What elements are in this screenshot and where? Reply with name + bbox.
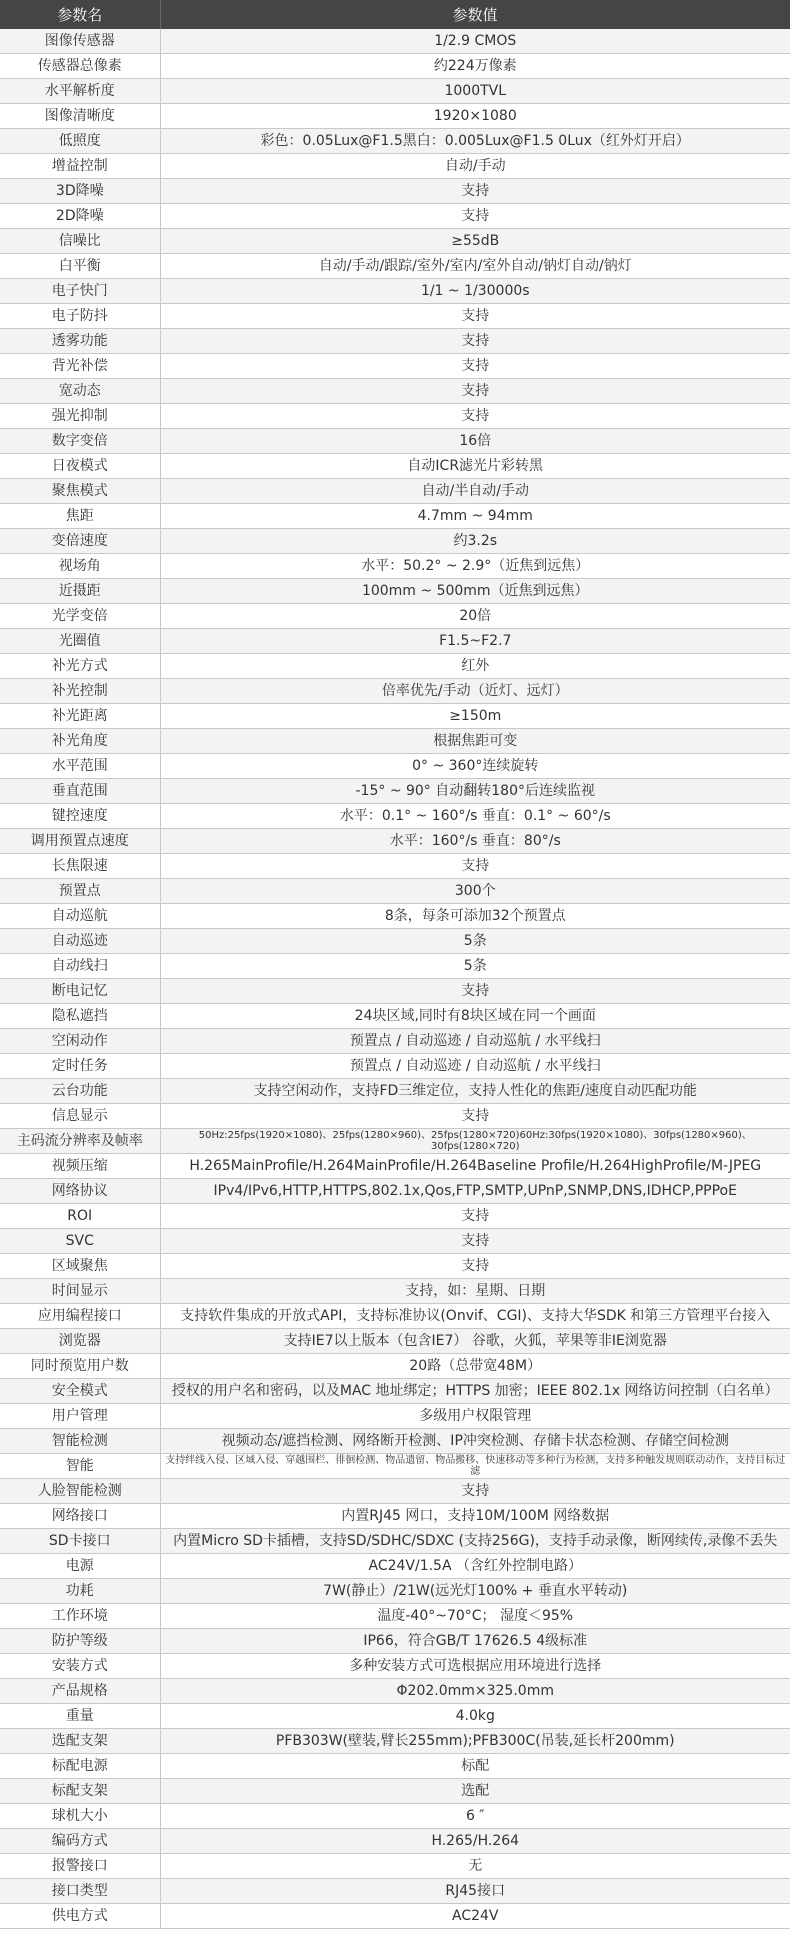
table-row [0, 854, 790, 879]
param-name-cell: 图像传感器 [0, 29, 160, 54]
param-name-cell: 传感器总像素 [0, 54, 160, 79]
param-name-cell: 人脸智能检测 [0, 1479, 160, 1504]
table-row [0, 629, 790, 654]
param-value-cell: 4.0kg [160, 1704, 790, 1729]
table-row [0, 1179, 790, 1204]
param-value-cell: 多种安装方式可选根据应用环境进行选择 [160, 1654, 790, 1679]
param-name-cell: 用户管理 [0, 1404, 160, 1429]
table-row [0, 1354, 790, 1379]
param-value-cell: 1/2.9 CMOS [160, 29, 790, 54]
table-row [0, 304, 790, 329]
table-row [0, 1804, 790, 1829]
param-name-cell: 安全模式 [0, 1379, 160, 1404]
param-name-cell: 安装方式 [0, 1654, 160, 1679]
param-value-cell: Φ202.0mm×325.0mm [160, 1679, 790, 1704]
param-value-cell: 倍率优先/手动（近灯、远灯） [160, 679, 790, 704]
param-value-cell: IPv4/IPv6,HTTP,HTTPS,802.1x,Qos,FTP,SMTP,UPnP,SNMP,DNS,IDHCP,PPPoE [160, 1179, 790, 1204]
param-value-cell: 支持，如：星期、日期 [160, 1279, 790, 1304]
table-row [0, 104, 790, 129]
param-name-cell: 键控速度 [0, 804, 160, 829]
param-value-cell: 支持 [160, 1229, 790, 1254]
param-value-cell: 约3.2s [160, 529, 790, 554]
table-row [0, 379, 790, 404]
param-name-cell: 报警接口 [0, 1854, 160, 1879]
param-value-cell: 8条，每条可添加32个预置点 [160, 904, 790, 929]
table-row [0, 129, 790, 154]
param-value-cell: RJ45接口 [160, 1879, 790, 1904]
table-row [0, 1254, 790, 1279]
table-row [0, 1779, 790, 1804]
param-value-cell: AC24V/1.5A （含红外控制电路） [160, 1554, 790, 1579]
table-row [0, 79, 790, 104]
param-value-cell: 水平：50.2° ~ 2.9°（近焦到远焦） [160, 554, 790, 579]
param-value-cell: 20倍 [160, 604, 790, 629]
param-value-cell: 16倍 [160, 429, 790, 454]
table-row [0, 279, 790, 304]
param-name-cell: 调用预置点速度 [0, 829, 160, 854]
param-name-cell: SD卡接口 [0, 1529, 160, 1554]
param-name-cell: 应用编程接口 [0, 1304, 160, 1329]
param-name-cell: 补光控制 [0, 679, 160, 704]
param-value-cell: 约224万像素 [160, 54, 790, 79]
table-row [0, 604, 790, 629]
table-row [0, 1529, 790, 1554]
table-row [0, 254, 790, 279]
param-name-cell: 变倍速度 [0, 529, 160, 554]
param-value-cell: 红外 [160, 654, 790, 679]
param-value-cell: 0° ~ 360°连续旋转 [160, 754, 790, 779]
param-name-cell: 低照度 [0, 129, 160, 154]
param-value-cell: 20路（总带宽48M） [160, 1354, 790, 1379]
param-value-cell: 支持 [160, 1479, 790, 1504]
param-value-cell: 支持 [160, 379, 790, 404]
param-value-cell: H.265/H.264 [160, 1829, 790, 1854]
param-name-cell: 白平衡 [0, 254, 160, 279]
param-value-cell: 支持软件集成的开放式API，支持标准协议(Onvif、CGI)、支持大华SDK 和第三方管理平台接入 [160, 1304, 790, 1329]
param-value-cell: 预置点 / 自动巡迹 / 自动巡航 / 水平线扫 [160, 1054, 790, 1079]
table-row [0, 879, 790, 904]
param-value-cell: 水平：0.1° ~ 160°/s 垂直：0.1° ~ 60°/s [160, 804, 790, 829]
param-name-cell: 长焦限速 [0, 854, 160, 879]
param-value-cell: 内置Micro SD卡插槽，支持SD/SDHC/SDXC (支持256G)，支持手动录像，断网续传,录像不丢失 [160, 1529, 790, 1554]
param-name-cell: 定时任务 [0, 1054, 160, 1079]
param-value-cell: 支持 [160, 329, 790, 354]
param-value-cell: 内置RJ45 网口，支持10M/100M 网络数据 [160, 1504, 790, 1529]
param-name-cell: 增益控制 [0, 154, 160, 179]
param-value-cell: 支持 [160, 1204, 790, 1229]
table-row [0, 779, 790, 804]
table-row [0, 1379, 790, 1404]
param-value-cell: 无 [160, 1854, 790, 1879]
param-name-cell: 浏览器 [0, 1329, 160, 1354]
table-row [0, 1729, 790, 1754]
param-name-cell: 智能检测 [0, 1429, 160, 1454]
param-name-cell: 电源 [0, 1554, 160, 1579]
param-name-cell: 数字变倍 [0, 429, 160, 454]
table-row [0, 954, 790, 979]
table-row [0, 704, 790, 729]
param-value-cell: 支持空闲动作，支持FD三维定位，支持人性化的焦距/速度自动匹配功能 [160, 1079, 790, 1104]
table-row [0, 29, 790, 54]
param-name-cell: 预置点 [0, 879, 160, 904]
table-row [0, 1304, 790, 1329]
table-row [0, 1029, 790, 1054]
table-row [0, 1079, 790, 1104]
table-row [0, 54, 790, 79]
param-value-cell: 支持 [160, 854, 790, 879]
table-row [0, 1854, 790, 1879]
param-name-cell: 自动线扫 [0, 954, 160, 979]
param-name-cell: ROI [0, 1204, 160, 1229]
param-name-cell: 光学变倍 [0, 604, 160, 629]
table-row [0, 1229, 790, 1254]
table-row [0, 1879, 790, 1904]
param-name-cell: 聚焦模式 [0, 479, 160, 504]
table-row [0, 1129, 790, 1154]
param-value-cell: 选配 [160, 1779, 790, 1804]
param-value-cell: 支持 [160, 979, 790, 1004]
table-row [0, 1104, 790, 1129]
param-name-cell: 重量 [0, 1704, 160, 1729]
param-name-cell: 云台功能 [0, 1079, 160, 1104]
param-value-cell: 1/1 ~ 1/30000s [160, 279, 790, 304]
table-row [0, 1279, 790, 1304]
table-body [0, 29, 790, 1929]
param-value-cell: 50Hz:25fps(1920×1080)、25fps(1280×960)、25fps(1280×720)60Hz:30fps(1920×1080)、30fps(1280×960)、30fps(1280×720) [160, 1129, 790, 1154]
param-name-cell: 补光距离 [0, 704, 160, 729]
table-header [0, 0, 790, 29]
param-name-cell: 电子快门 [0, 279, 160, 304]
param-name-cell: 图像清晰度 [0, 104, 160, 129]
param-name-cell: 标配支架 [0, 1779, 160, 1804]
table-row [0, 1429, 790, 1454]
param-name-cell: 防护等级 [0, 1629, 160, 1654]
table-row [0, 829, 790, 854]
table-row [0, 1329, 790, 1354]
param-name-cell: 球机大小 [0, 1804, 160, 1829]
param-name-cell: 时间显示 [0, 1279, 160, 1304]
param-value-cell: 24块区域,同时有8块区域在同一个画面 [160, 1004, 790, 1029]
param-value-cell: F1.5~F2.7 [160, 629, 790, 654]
table-row [0, 929, 790, 954]
table-row [0, 804, 790, 829]
param-name-cell: 编码方式 [0, 1829, 160, 1854]
table-row [0, 1479, 790, 1504]
param-name-cell: 电子防抖 [0, 304, 160, 329]
param-value-cell: 支持绊线入侵、区域入侵、穿越围栏、徘徊检测、物品遗留、物品搬移、快速移动等多种行为检测，支持多种触发规则联动动作，支持目标过滤 [160, 1454, 790, 1479]
table-row [0, 1404, 790, 1429]
param-value-cell: 支持 [160, 354, 790, 379]
param-value-cell: PFB303W(壁装,臂长255mm);PFB300C(吊装,延长杆200mm) [160, 1729, 790, 1754]
param-name-cell: 补光角度 [0, 729, 160, 754]
param-value-cell: 彩色：0.05Lux@F1.5黑白：0.005Lux@F1.5 0Lux（红外灯开启） [160, 129, 790, 154]
param-name-cell: 区域聚焦 [0, 1254, 160, 1279]
param-value-cell: -15° ~ 90° 自动翻转180°后连续监视 [160, 779, 790, 804]
param-name-cell: 选配支架 [0, 1729, 160, 1754]
param-name-cell: 信息显示 [0, 1104, 160, 1129]
param-value-cell: IP66，符合GB/T 17626.5 4级标准 [160, 1629, 790, 1654]
param-value-cell: 支持 [160, 204, 790, 229]
table-row [0, 1554, 790, 1579]
table-row [0, 329, 790, 354]
param-name-cell: 接口类型 [0, 1879, 160, 1904]
param-name-cell: 日夜模式 [0, 454, 160, 479]
table-row [0, 554, 790, 579]
param-name-cell: 主码流分辨率及帧率 [0, 1129, 160, 1154]
table-row [0, 204, 790, 229]
param-value-cell: 自动ICR滤光片彩转黑 [160, 454, 790, 479]
param-value-cell: H.265MainProfile/H.264MainProfile/H.264Baseline Profile/H.264HighProfile/M-JPEG [160, 1154, 790, 1179]
table-row [0, 1604, 790, 1629]
table-row [0, 354, 790, 379]
table-row [0, 679, 790, 704]
param-name-cell: 自动巡航 [0, 904, 160, 929]
table-row [0, 504, 790, 529]
table-row [0, 454, 790, 479]
param-name-cell: 2D降噪 [0, 204, 160, 229]
param-value-cell: 预置点 / 自动巡迹 / 自动巡航 / 水平线扫 [160, 1029, 790, 1054]
param-name-cell: 产品规格 [0, 1679, 160, 1704]
param-name-cell: 补光方式 [0, 654, 160, 679]
param-name-cell: 隐私遮挡 [0, 1004, 160, 1029]
param-name-cell: 水平解析度 [0, 79, 160, 104]
table-row [0, 1754, 790, 1779]
table-row [0, 1204, 790, 1229]
table-row [0, 429, 790, 454]
param-name-cell: 背光补偿 [0, 354, 160, 379]
param-name-cell: 智能 [0, 1454, 160, 1479]
param-name-cell: 断电记忆 [0, 979, 160, 1004]
param-value-cell: AC24V [160, 1904, 790, 1929]
table-row [0, 904, 790, 929]
table-row [0, 1054, 790, 1079]
param-value-cell: 标配 [160, 1754, 790, 1779]
param-value-cell: 5条 [160, 929, 790, 954]
param-name-cell: 工作环境 [0, 1604, 160, 1629]
param-name-cell: SVC [0, 1229, 160, 1254]
table-row [0, 654, 790, 679]
table-row [0, 1679, 790, 1704]
header-row [0, 0, 790, 29]
param-value-cell: ≥150m [160, 704, 790, 729]
param-value-cell: 6 ″ [160, 1804, 790, 1829]
table-row [0, 1579, 790, 1604]
param-name-cell: 强光抑制 [0, 404, 160, 429]
table-row [0, 179, 790, 204]
param-name-cell: 近摄距 [0, 579, 160, 604]
table-row [0, 1154, 790, 1179]
param-value-cell: 支持 [160, 179, 790, 204]
param-value-cell: 根据焦距可变 [160, 729, 790, 754]
param-value-cell: 视频动态/遮挡检测、网络断开检测、IP冲突检测、存储卡状态检测、存储空间检测 [160, 1429, 790, 1454]
param-name-cell: 3D降噪 [0, 179, 160, 204]
param-name-cell: 网络协议 [0, 1179, 160, 1204]
param-value-cell: 4.7mm ~ 94mm [160, 504, 790, 529]
param-value-cell: 支持 [160, 1254, 790, 1279]
table-row [0, 754, 790, 779]
table-row [0, 529, 790, 554]
table-row [0, 579, 790, 604]
param-name-cell: 标配电源 [0, 1754, 160, 1779]
table-row [0, 154, 790, 179]
param-value-cell: 水平：160°/s 垂直：80°/s [160, 829, 790, 854]
param-value-header: 参数值 [160, 0, 790, 29]
param-value-cell: 温度-40°~70°C； 湿度＜95% [160, 1604, 790, 1629]
param-value-cell: 300个 [160, 879, 790, 904]
param-value-cell: 支持 [160, 1104, 790, 1129]
param-name-cell: 焦距 [0, 504, 160, 529]
param-name-cell: 垂直范围 [0, 779, 160, 804]
table-row [0, 1454, 790, 1479]
param-name-cell: 空闲动作 [0, 1029, 160, 1054]
param-name-cell: 信噪比 [0, 229, 160, 254]
param-value-cell: 1000TVL [160, 79, 790, 104]
param-name-cell: 光圈值 [0, 629, 160, 654]
param-value-cell: 5条 [160, 954, 790, 979]
table-row [0, 1829, 790, 1854]
param-value-cell: 支持 [160, 404, 790, 429]
param-name-cell: 透雾功能 [0, 329, 160, 354]
param-name-cell: 视频压缩 [0, 1154, 160, 1179]
param-value-cell: 支持IE7以上版本（包含IE7） 谷歌，火狐，苹果等非IE浏览器 [160, 1329, 790, 1354]
param-name-cell: 供电方式 [0, 1904, 160, 1929]
table-row [0, 1629, 790, 1654]
param-value-cell: 自动/手动 [160, 154, 790, 179]
table-row [0, 1704, 790, 1729]
param-value-cell: 7W(静止）/21W(远光灯100% + 垂直水平转动) [160, 1579, 790, 1604]
param-name-cell: 网络接口 [0, 1504, 160, 1529]
table-row [0, 979, 790, 1004]
param-value-cell: 自动/手动/跟踪/室外/室内/室外自动/钠灯自动/钠灯 [160, 254, 790, 279]
table-row [0, 1654, 790, 1679]
param-value-cell: 1920×1080 [160, 104, 790, 129]
param-name-header: 参数名 [0, 0, 160, 29]
param-name-cell: 功耗 [0, 1579, 160, 1604]
param-value-cell: 100mm ~ 500mm（近焦到远焦） [160, 579, 790, 604]
param-value-cell: 自动/半自动/手动 [160, 479, 790, 504]
param-name-cell: 自动巡迹 [0, 929, 160, 954]
param-value-cell: 支持 [160, 304, 790, 329]
param-name-cell: 水平范围 [0, 754, 160, 779]
table-row [0, 479, 790, 504]
param-value-cell: ≥55dB [160, 229, 790, 254]
param-name-cell: 宽动态 [0, 379, 160, 404]
param-value-cell: 授权的用户名和密码，以及MAC 地址绑定；HTTPS 加密；IEEE 802.1x 网络访问控制（白名单） [160, 1379, 790, 1404]
table-row [0, 1504, 790, 1529]
table-row [0, 1004, 790, 1029]
table-row [0, 404, 790, 429]
param-value-cell: 多级用户权限管理 [160, 1404, 790, 1429]
param-name-cell: 同时预览用户数 [0, 1354, 160, 1379]
table-row [0, 229, 790, 254]
table-row [0, 729, 790, 754]
table-row [0, 1904, 790, 1929]
param-name-cell: 视场角 [0, 554, 160, 579]
